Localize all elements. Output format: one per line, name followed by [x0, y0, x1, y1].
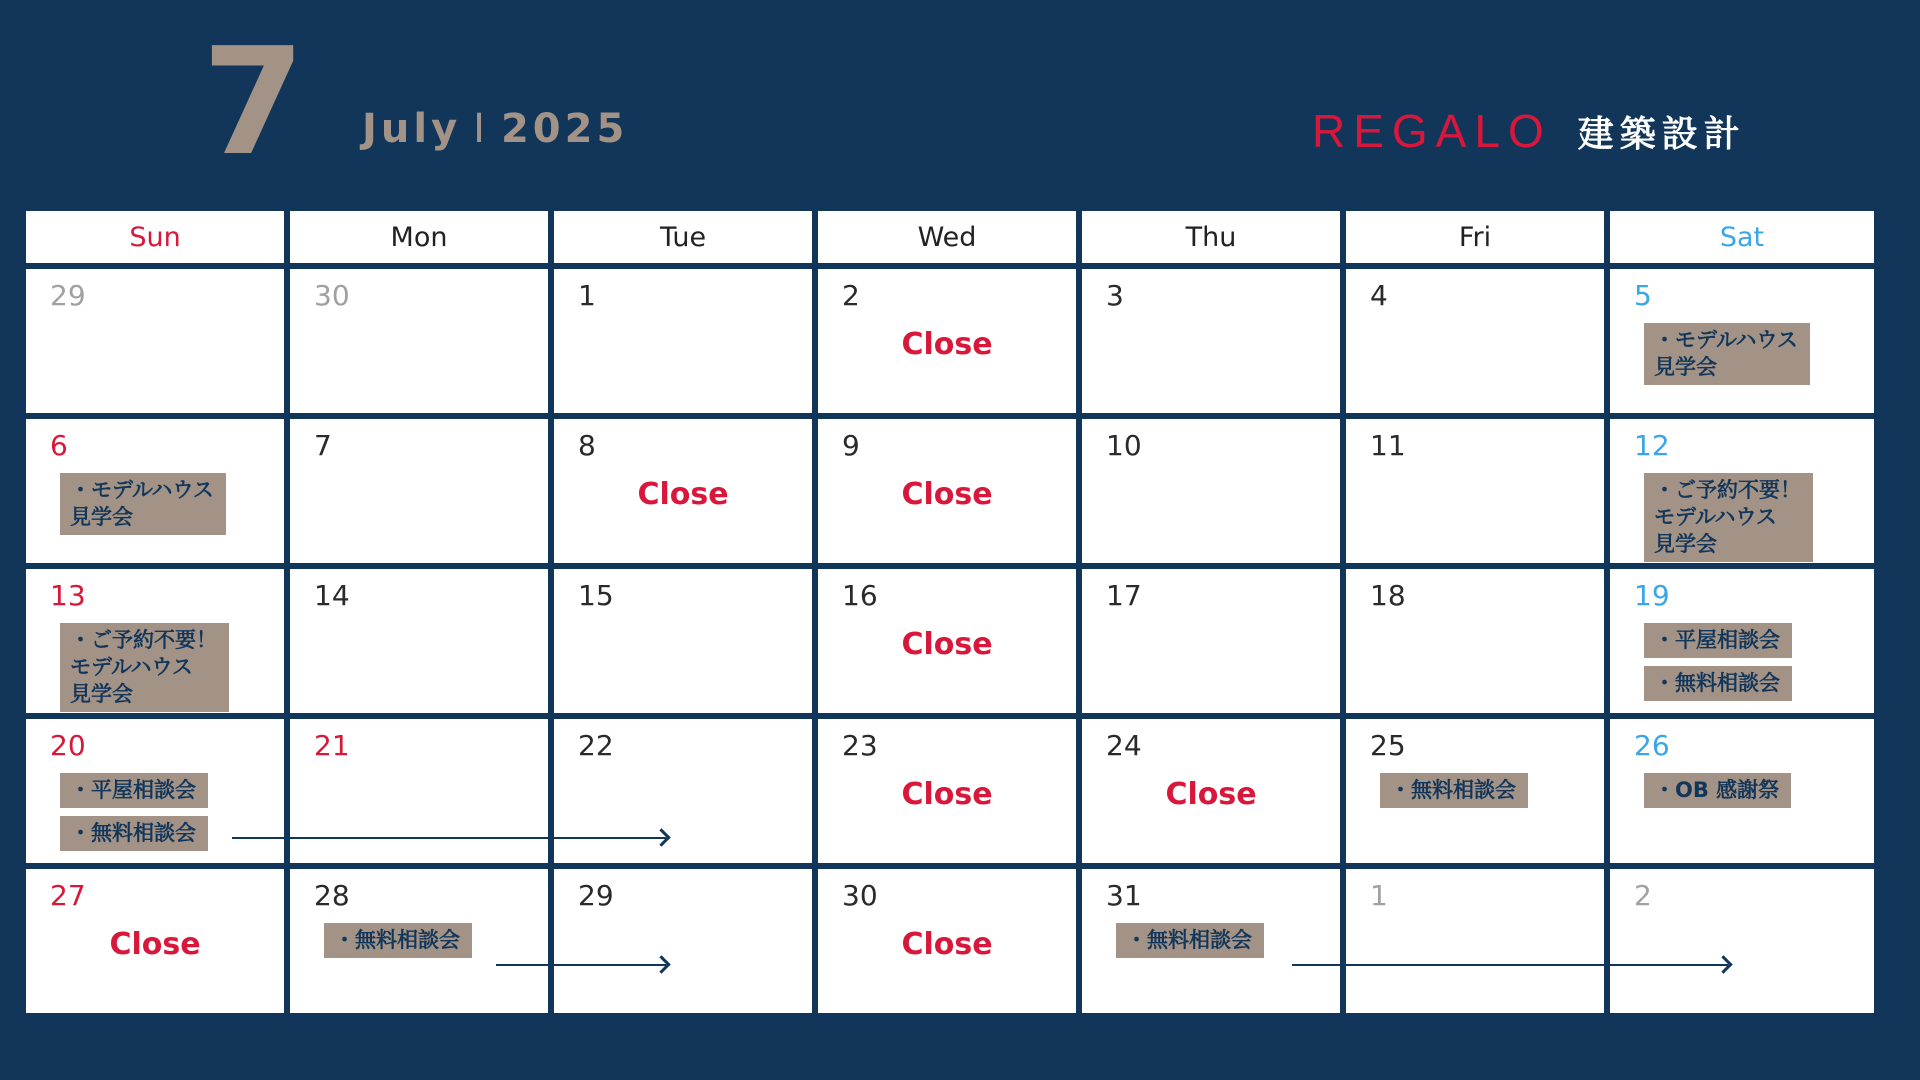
weekday-header-mon: Mon [290, 211, 554, 269]
day-cell[interactable] [554, 869, 818, 1019]
closed-label: Close [109, 927, 201, 962]
day-number: 22 [578, 729, 614, 762]
day-cell[interactable] [554, 569, 818, 719]
day-number: 6 [50, 429, 68, 462]
day-number: 24 [1106, 729, 1142, 762]
day-cell[interactable] [818, 419, 1082, 569]
day-cell[interactable] [818, 569, 1082, 719]
day-cell[interactable] [818, 869, 1082, 1019]
day-number: 1 [578, 279, 596, 312]
day-number: 10 [1106, 429, 1142, 462]
brand-subtitle: 建築設計 [1577, 113, 1746, 155]
day-number: 16 [842, 579, 878, 612]
day-cell[interactable] [26, 419, 290, 569]
continuation-arrow [496, 964, 666, 966]
day-cell[interactable] [1082, 269, 1346, 419]
day-cell[interactable] [290, 569, 554, 719]
weekday-header-tue: Tue [554, 211, 818, 269]
day-cell[interactable] [1610, 269, 1874, 419]
day-cell[interactable] [554, 719, 818, 869]
day-number: 23 [842, 729, 878, 762]
day-number: 8 [578, 429, 596, 462]
day-cell[interactable] [818, 269, 1082, 419]
day-number: 21 [314, 729, 350, 762]
year: 2025 [500, 106, 629, 152]
event-tag[interactable]: ・OB 感謝祭 [1644, 773, 1791, 808]
day-cell[interactable] [290, 719, 554, 869]
day-number: 3 [1106, 279, 1124, 312]
month-name: July [362, 106, 462, 152]
event-tag[interactable]: ・平屋相談会 [1644, 623, 1792, 658]
event-tag[interactable]: ・無料相談会 [1116, 923, 1264, 958]
day-number: 2 [1634, 879, 1652, 912]
event-list [1644, 323, 1810, 385]
day-cell[interactable] [290, 869, 554, 1019]
day-number: 7 [314, 429, 332, 462]
day-cell[interactable] [1082, 569, 1346, 719]
day-number: 25 [1370, 729, 1406, 762]
day-cell[interactable] [1082, 419, 1346, 569]
day-cell[interactable] [1346, 419, 1610, 569]
weekday-header-thu: Thu [1082, 211, 1346, 269]
day-cell[interactable] [1610, 869, 1874, 1019]
month-number: 7 [202, 16, 305, 188]
day-cell[interactable] [26, 869, 290, 1019]
day-number: 29 [578, 879, 614, 912]
day-cell[interactable] [1082, 869, 1346, 1019]
day-number: 31 [1106, 879, 1142, 912]
day-number: 13 [50, 579, 86, 612]
event-list [60, 773, 208, 851]
event-tag[interactable]: ・ご予約不要！ モデルハウス 見学会 [60, 623, 229, 712]
event-list [60, 473, 226, 535]
day-number: 28 [314, 879, 350, 912]
day-cell[interactable] [554, 269, 818, 419]
day-number: 26 [1634, 729, 1670, 762]
closed-label: Close [901, 477, 993, 512]
weekday-header-sun: Sun [26, 211, 290, 269]
day-number: 20 [50, 729, 86, 762]
event-tag[interactable]: ・無料相談会 [60, 816, 208, 851]
day-number: 14 [314, 579, 350, 612]
day-number: 4 [1370, 279, 1388, 312]
day-cell[interactable] [1610, 419, 1874, 569]
event-list [1644, 773, 1791, 808]
day-number: 1 [1370, 879, 1388, 912]
day-cell[interactable] [554, 419, 818, 569]
event-list [1644, 623, 1792, 701]
day-number: 18 [1370, 579, 1406, 612]
day-cell[interactable] [1346, 269, 1610, 419]
day-number: 12 [1634, 429, 1670, 462]
day-number: 27 [50, 879, 86, 912]
day-cell[interactable] [818, 719, 1082, 869]
day-cell[interactable] [1082, 719, 1346, 869]
event-list [60, 623, 229, 712]
event-list [1644, 473, 1813, 562]
day-cell[interactable] [1610, 569, 1874, 719]
day-cell[interactable] [26, 569, 290, 719]
closed-label: Close [901, 777, 993, 812]
day-cell[interactable] [290, 269, 554, 419]
day-cell[interactable] [290, 419, 554, 569]
event-tag[interactable]: ・モデルハウス 見学会 [60, 473, 226, 535]
day-cell[interactable] [1610, 719, 1874, 869]
event-list [1380, 773, 1528, 808]
day-number: 19 [1634, 579, 1670, 612]
calendar-grid [26, 211, 1874, 1019]
day-cell[interactable] [1346, 719, 1610, 869]
event-tag[interactable]: ・無料相談会 [1644, 666, 1792, 701]
day-number: 5 [1634, 279, 1652, 312]
day-number: 17 [1106, 579, 1142, 612]
closed-label: Close [901, 927, 993, 962]
closed-label: Close [901, 327, 993, 362]
brand-name: REGALO [1312, 105, 1552, 157]
weekday-header-fri: Fri [1346, 211, 1610, 269]
event-tag[interactable]: ・無料相談会 [1380, 773, 1528, 808]
continuation-arrow [1292, 964, 1728, 966]
closed-label: Close [901, 627, 993, 662]
day-number: 30 [842, 879, 878, 912]
day-number: 29 [50, 279, 86, 312]
month-year-label [362, 106, 628, 152]
continuation-arrow [232, 837, 666, 839]
day-number: 9 [842, 429, 860, 462]
event-tag[interactable]: ・無料相談会 [324, 923, 472, 958]
day-number: 11 [1370, 429, 1406, 462]
weekday-header-wed: Wed [818, 211, 1082, 269]
day-cell[interactable] [1346, 869, 1610, 1019]
closed-label: Close [1165, 777, 1257, 812]
event-list [324, 923, 472, 958]
event-list [1116, 923, 1264, 958]
brand-logo [1312, 104, 1746, 158]
day-number: 30 [314, 279, 350, 312]
event-tag[interactable]: ・モデルハウス 見学会 [1644, 323, 1810, 385]
closed-label: Close [637, 477, 729, 512]
separator: I [473, 106, 489, 152]
day-number: 15 [578, 579, 614, 612]
day-cell[interactable] [1346, 569, 1610, 719]
event-tag[interactable]: ・平屋相談会 [60, 773, 208, 808]
event-tag[interactable]: ・ご予約不要！ モデルハウス 見学会 [1644, 473, 1813, 562]
day-number: 2 [842, 279, 860, 312]
weekday-header-sat: Sat [1610, 211, 1874, 269]
day-cell[interactable] [26, 719, 290, 869]
day-cell[interactable] [26, 269, 290, 419]
